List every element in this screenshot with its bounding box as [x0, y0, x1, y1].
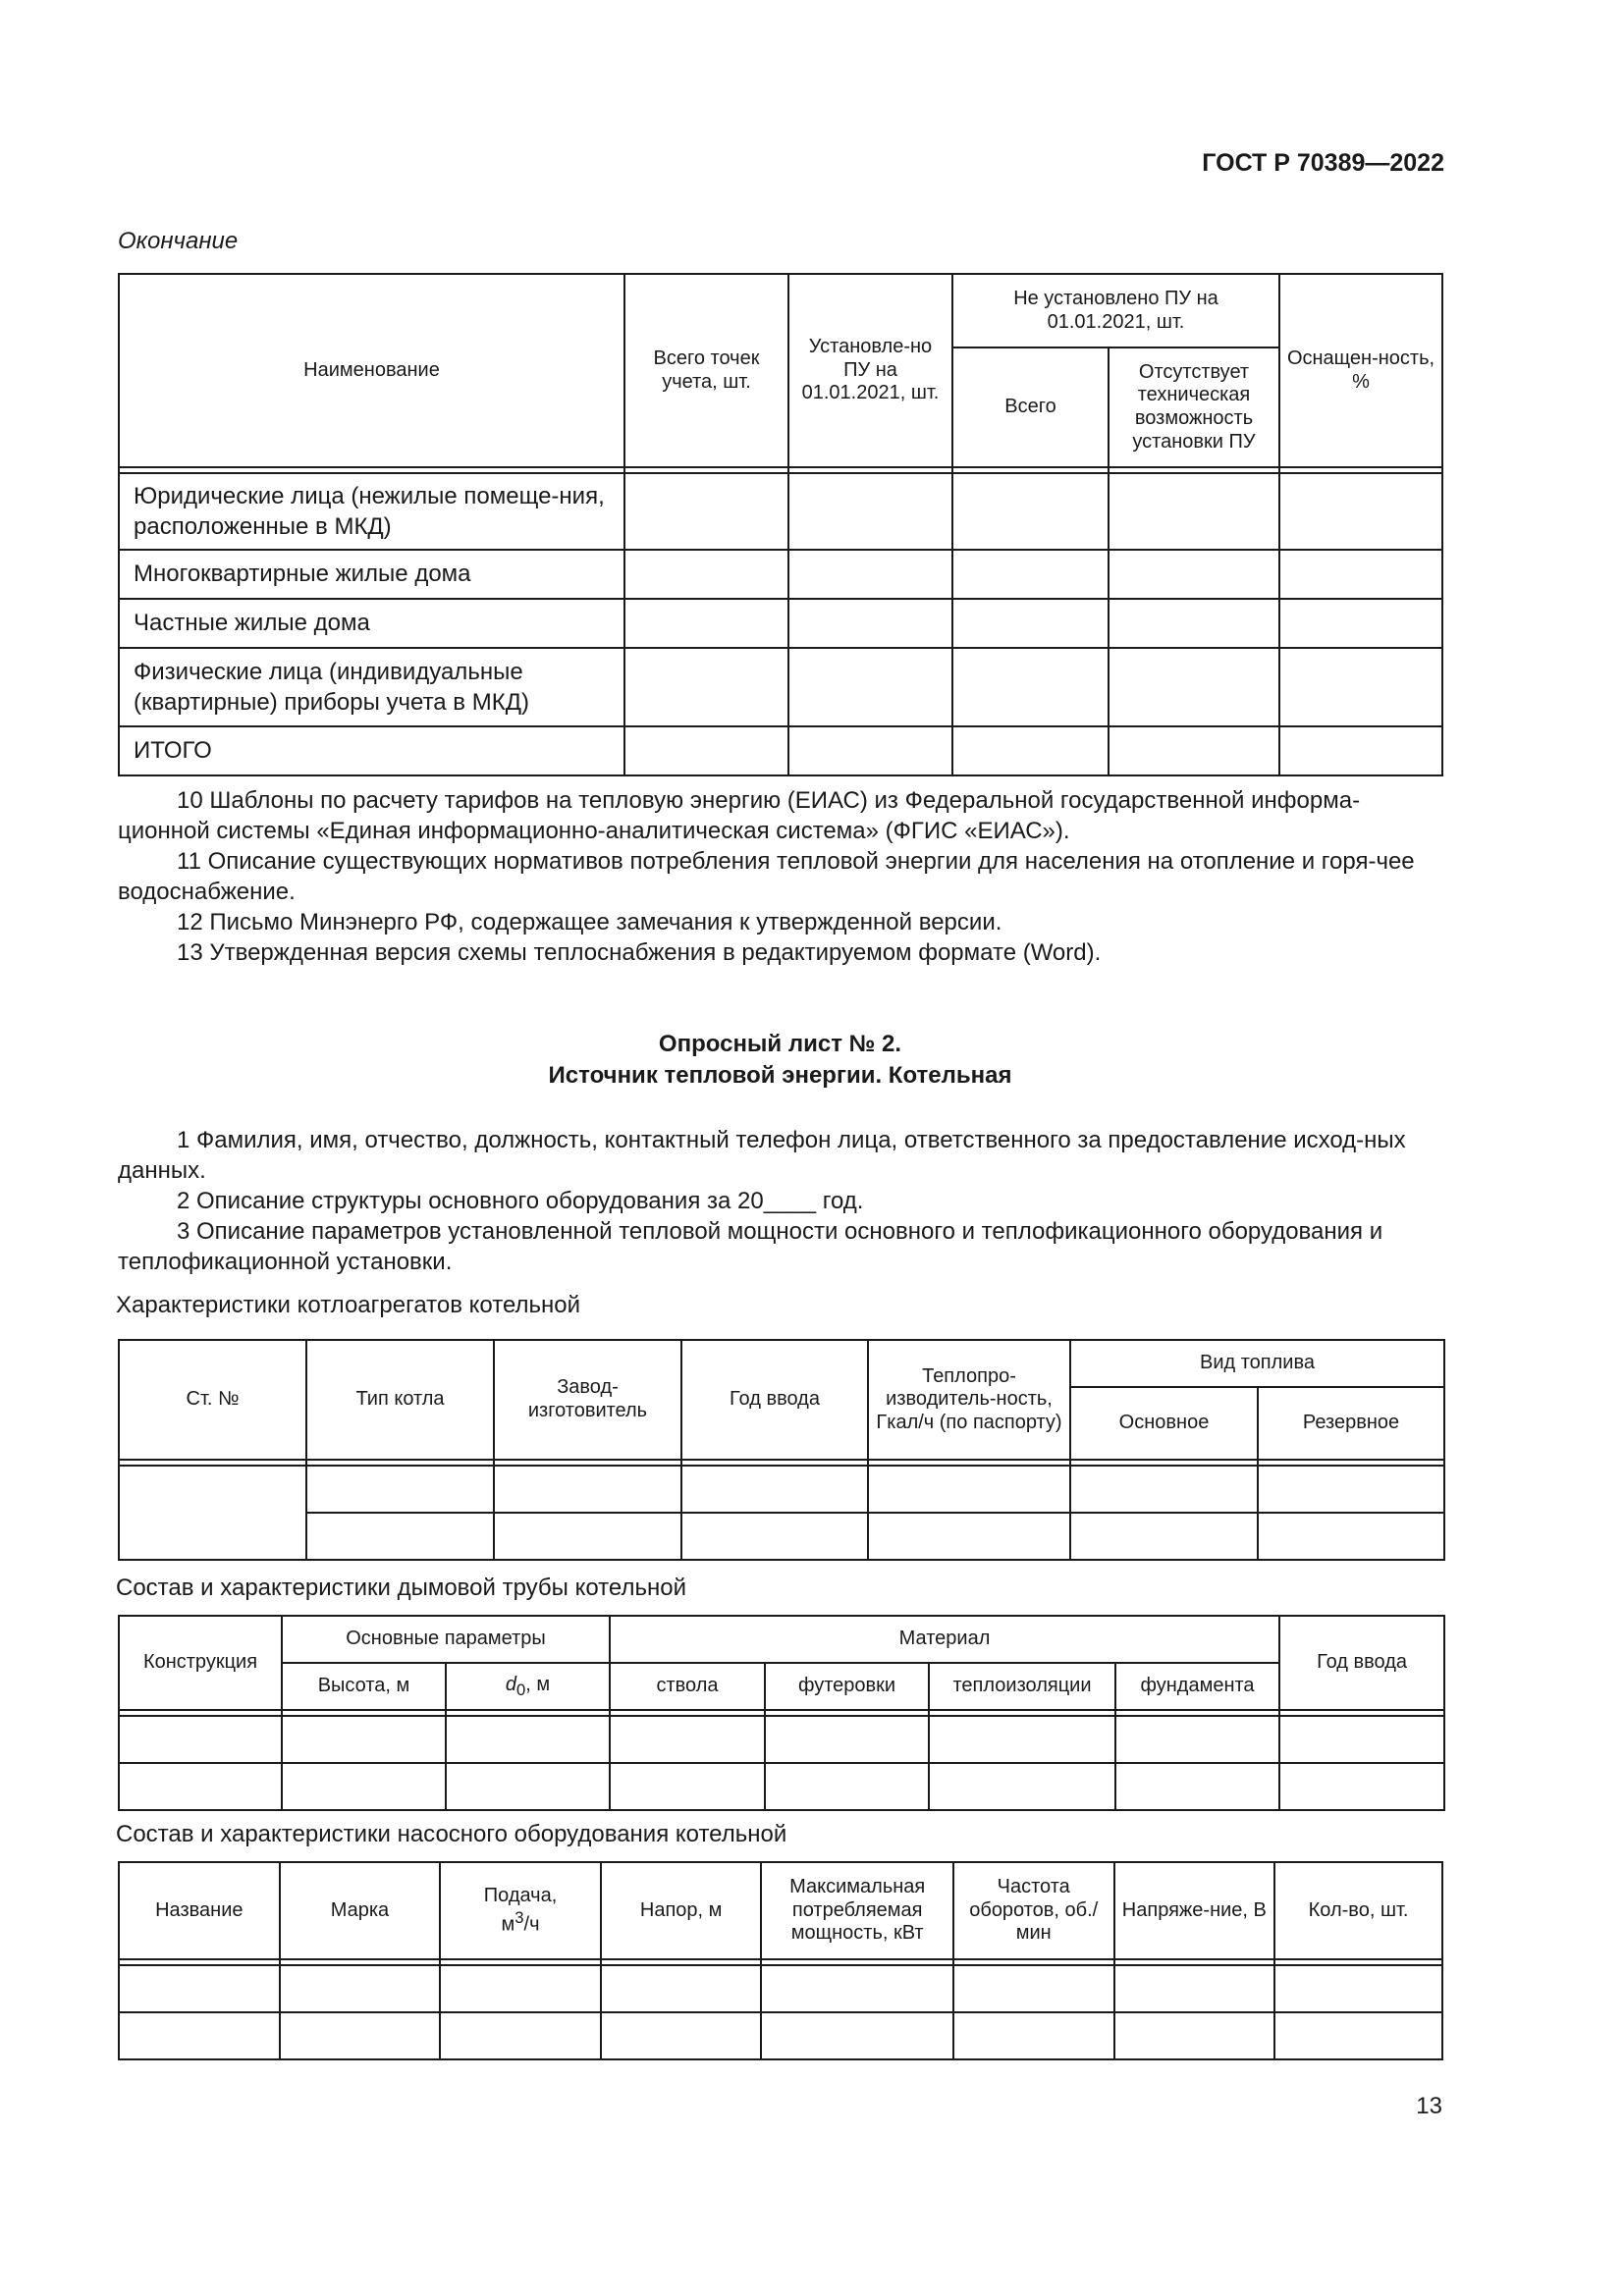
- metering-table: [118, 273, 1443, 776]
- continuation-label: Окончание: [118, 228, 239, 254]
- table-caption: Состав и характеристики дымовой трубы котельной: [116, 1575, 686, 1601]
- table-cell[interactable]: [681, 1466, 868, 1513]
- table-cell[interactable]: [1258, 1466, 1444, 1513]
- table-cell[interactable]: [952, 648, 1109, 726]
- table-cell[interactable]: [119, 1965, 280, 2012]
- row-label: Частные жилые дома: [119, 599, 624, 648]
- col-construction-header: Конструкция: [119, 1616, 282, 1710]
- table-cell[interactable]: [610, 1763, 765, 1810]
- page-number: 13: [1416, 2093, 1442, 2119]
- table-row: [119, 473, 1442, 550]
- table-cell[interactable]: [765, 1716, 929, 1763]
- table-cell[interactable]: [952, 599, 1109, 648]
- col-st-no-header: Ст. №: [119, 1340, 306, 1460]
- col-foundation-header: фундамента: [1115, 1663, 1279, 1710]
- col-name-header: Название: [119, 1862, 280, 1959]
- table-row: [119, 1513, 1444, 1560]
- table-cell[interactable]: [119, 1716, 282, 1763]
- col-not-installed-header: Не установлено ПУ на 01.01.2021, шт.: [952, 274, 1279, 347]
- table-cell[interactable]: [306, 1513, 494, 1560]
- row-label: Юридические лица (нежилые помеще-ния, расположенные в МКД): [119, 473, 624, 550]
- col-not-installed-total-header: Всего: [952, 347, 1109, 467]
- table-cell[interactable]: [624, 726, 788, 775]
- table-cell[interactable]: [929, 1716, 1115, 1763]
- flow-label: Подача,: [483, 1885, 558, 1907]
- col-height-header: Высота, м: [282, 1663, 446, 1710]
- list-item: 1 Фамилия, имя, отчество, должность, контактный телефон лица, ответственного за предоставление исход-ных данных.: [118, 1127, 1406, 1184]
- table-cell[interactable]: [1274, 1965, 1442, 2012]
- section-title: [118, 1029, 1442, 1092]
- col-max-power-header: Максимальная потребляемая мощность, кВт: [761, 1862, 953, 1959]
- d0-subscript: 0: [516, 1680, 526, 1699]
- table-row: [119, 599, 1442, 648]
- col-d0-header: [446, 1663, 610, 1710]
- table-cell[interactable]: [1279, 550, 1442, 599]
- list-item: 3 Описание параметров установленной тепловой мощности основного и теплофикационного оборудования и теплофикационной установки.: [118, 1218, 1383, 1275]
- col-trunk-header: ствола: [610, 1663, 765, 1710]
- col-year-header: Год ввода: [1279, 1616, 1444, 1710]
- table-cell[interactable]: [1109, 726, 1279, 775]
- table-cell[interactable]: [280, 1965, 441, 2012]
- table-cell[interactable]: [119, 2012, 280, 2059]
- d0-symbol: d: [505, 1673, 516, 1695]
- col-fuel-main-header: Основное: [1070, 1387, 1258, 1460]
- numbered-list-1: [118, 785, 1442, 968]
- table-cell[interactable]: [1109, 550, 1279, 599]
- table-cell[interactable]: [280, 2012, 441, 2059]
- table-cell[interactable]: [1114, 2012, 1275, 2059]
- col-year-header: Год ввода: [681, 1340, 868, 1460]
- pumps-table: [118, 1861, 1443, 2060]
- list-item: 11 Описание существующих нормативов потребления тепловой энергии для населения на отопление и горя-чее водоснабжение.: [118, 848, 1415, 905]
- list-item: 10 Шаблоны по расчету тарифов на тепловую энергию (ЕИАС) из Федеральной государственной информа-ционной системы «Единая информационно-аналитическая система» (ФГИС «ЕИАС»).: [118, 787, 1361, 844]
- table-row: [119, 1466, 1444, 1513]
- list-item: 13 Утвержденная версия схемы теплоснабжения в редактируемом формате (Word).: [177, 939, 1102, 966]
- table-cell[interactable]: [1258, 1513, 1444, 1560]
- list-item: 2 Описание структуры основного оборудования за 20____ год.: [177, 1188, 864, 1214]
- col-brand-header: Марка: [280, 1862, 441, 1959]
- table-cell[interactable]: [788, 648, 952, 726]
- section-title-line: Опросный лист № 2.: [658, 1031, 902, 1057]
- table-cell[interactable]: [446, 1716, 610, 1763]
- table-cell[interactable]: [494, 1466, 681, 1513]
- flow-unit-base: м: [501, 1913, 515, 1936]
- col-boiler-type-header: Тип котла: [306, 1340, 494, 1460]
- table-cell[interactable]: [1109, 648, 1279, 726]
- table-cell[interactable]: [1274, 2012, 1442, 2059]
- col-material-header: Материал: [610, 1616, 1279, 1663]
- flow-unit-sup: 3: [514, 1907, 524, 1927]
- table-cell[interactable]: [440, 2012, 601, 2059]
- table-cell[interactable]: [1115, 1763, 1279, 1810]
- table-cell[interactable]: [446, 1763, 610, 1810]
- table-cell[interactable]: [1109, 473, 1279, 550]
- table-cell[interactable]: [1114, 1965, 1275, 2012]
- table-cell[interactable]: [282, 1763, 446, 1810]
- col-total-points-header: Всего точек учета, шт.: [624, 274, 788, 467]
- table-cell[interactable]: [952, 726, 1109, 775]
- table-cell[interactable]: [868, 1466, 1070, 1513]
- table-cell[interactable]: [494, 1513, 681, 1560]
- table-row: [119, 648, 1442, 726]
- table-cell[interactable]: [1115, 1716, 1279, 1763]
- col-manufacturer-header: Завод-изготовитель: [494, 1340, 681, 1460]
- table-cell[interactable]: [952, 473, 1109, 550]
- col-fuel-header: Вид топлива: [1070, 1340, 1444, 1387]
- table-cell[interactable]: [601, 2012, 762, 2059]
- col-head-header: Напор, м: [601, 1862, 762, 1959]
- col-flow-header: [440, 1862, 601, 1959]
- col-equipped-header: Оснащен-ность, %: [1279, 274, 1442, 467]
- table-cell[interactable]: [1070, 1513, 1258, 1560]
- table-cell[interactable]: [761, 2012, 953, 2059]
- col-insulation-header: теплоизоляции: [929, 1663, 1115, 1710]
- table-cell[interactable]: [624, 599, 788, 648]
- table-cell[interactable]: [953, 1965, 1114, 2012]
- flow-unit-tail: /ч: [523, 1913, 540, 1936]
- section-title-line: Источник тепловой энергии. Котельная: [548, 1062, 1012, 1089]
- table-cell[interactable]: [1109, 599, 1279, 648]
- col-main-params-header: Основные параметры: [282, 1616, 610, 1663]
- document-code: ГОСТ Р 70389—2022: [1202, 149, 1444, 177]
- table-cell[interactable]: [282, 1716, 446, 1763]
- table-cell[interactable]: [1279, 473, 1442, 550]
- col-lining-header: футеровки: [765, 1663, 929, 1710]
- table-cell[interactable]: [1279, 1716, 1444, 1763]
- table-cell[interactable]: [119, 1466, 306, 1560]
- table-cell[interactable]: [953, 2012, 1114, 2059]
- table-cell[interactable]: [681, 1513, 868, 1560]
- table-cell[interactable]: [788, 726, 952, 775]
- table-row: [119, 1763, 1444, 1810]
- row-label: Многоквартирные жилые дома: [119, 550, 624, 599]
- col-no-tech-possibility-header: Отсутствует техническая возможность установки ПУ: [1109, 347, 1279, 467]
- col-rpm-header: Частота оборотов, об./мин: [953, 1862, 1114, 1959]
- table-cell[interactable]: [952, 550, 1109, 599]
- table-cell[interactable]: [788, 473, 952, 550]
- table-cell[interactable]: [929, 1763, 1115, 1810]
- table-cell[interactable]: [761, 1965, 953, 2012]
- table-cell[interactable]: [788, 599, 952, 648]
- table-row: [119, 2012, 1442, 2059]
- table-cell[interactable]: [1070, 1466, 1258, 1513]
- table-cell[interactable]: [306, 1466, 494, 1513]
- table-cell[interactable]: [868, 1513, 1070, 1560]
- d0-unit: , м: [525, 1673, 551, 1695]
- col-voltage-header: Напряже-ние, В: [1114, 1862, 1275, 1959]
- table-cell[interactable]: [624, 473, 788, 550]
- table-cell[interactable]: [1279, 648, 1442, 726]
- numbered-list-2: [118, 1125, 1442, 1277]
- table-cell[interactable]: [119, 1763, 282, 1810]
- table-cell[interactable]: [1279, 726, 1442, 775]
- table-cell[interactable]: [788, 550, 952, 599]
- col-name-header: Наименование: [119, 274, 624, 467]
- table-row: [119, 550, 1442, 599]
- boilers-table: [118, 1339, 1445, 1561]
- list-item: 12 Письмо Минэнерго РФ, содержащее замечания к утвержденной версии.: [177, 909, 1002, 935]
- table-cell[interactable]: [1279, 1763, 1444, 1810]
- row-label: ИТОГО: [119, 726, 624, 775]
- table-caption: Характеристики котлоагрегатов котельной: [116, 1292, 581, 1318]
- table-row: [119, 726, 1442, 775]
- table-cell[interactable]: [610, 1716, 765, 1763]
- table-row: [119, 1965, 1442, 2012]
- table-row: [119, 1716, 1444, 1763]
- col-fuel-reserve-header: Резервное: [1258, 1387, 1444, 1460]
- table-cell[interactable]: [624, 550, 788, 599]
- table-cell[interactable]: [601, 1965, 762, 2012]
- col-installed-header: Установле-но ПУ на 01.01.2021, шт.: [788, 274, 952, 467]
- table-cell[interactable]: [765, 1763, 929, 1810]
- col-capacity-header: Теплопро-изводитель-ность, Гкал/ч (по паспорту): [868, 1340, 1070, 1460]
- row-label: Физические лица (индивидуальные (квартирные) приборы учета в МКД): [119, 648, 624, 726]
- table-cell[interactable]: [624, 648, 788, 726]
- table-cell[interactable]: [440, 1965, 601, 2012]
- col-count-header: Кол-во, шт.: [1274, 1862, 1442, 1959]
- chimney-table: [118, 1615, 1445, 1811]
- table-caption: Состав и характеристики насосного оборудования котельной: [116, 1821, 787, 1847]
- table-cell[interactable]: [1279, 599, 1442, 648]
